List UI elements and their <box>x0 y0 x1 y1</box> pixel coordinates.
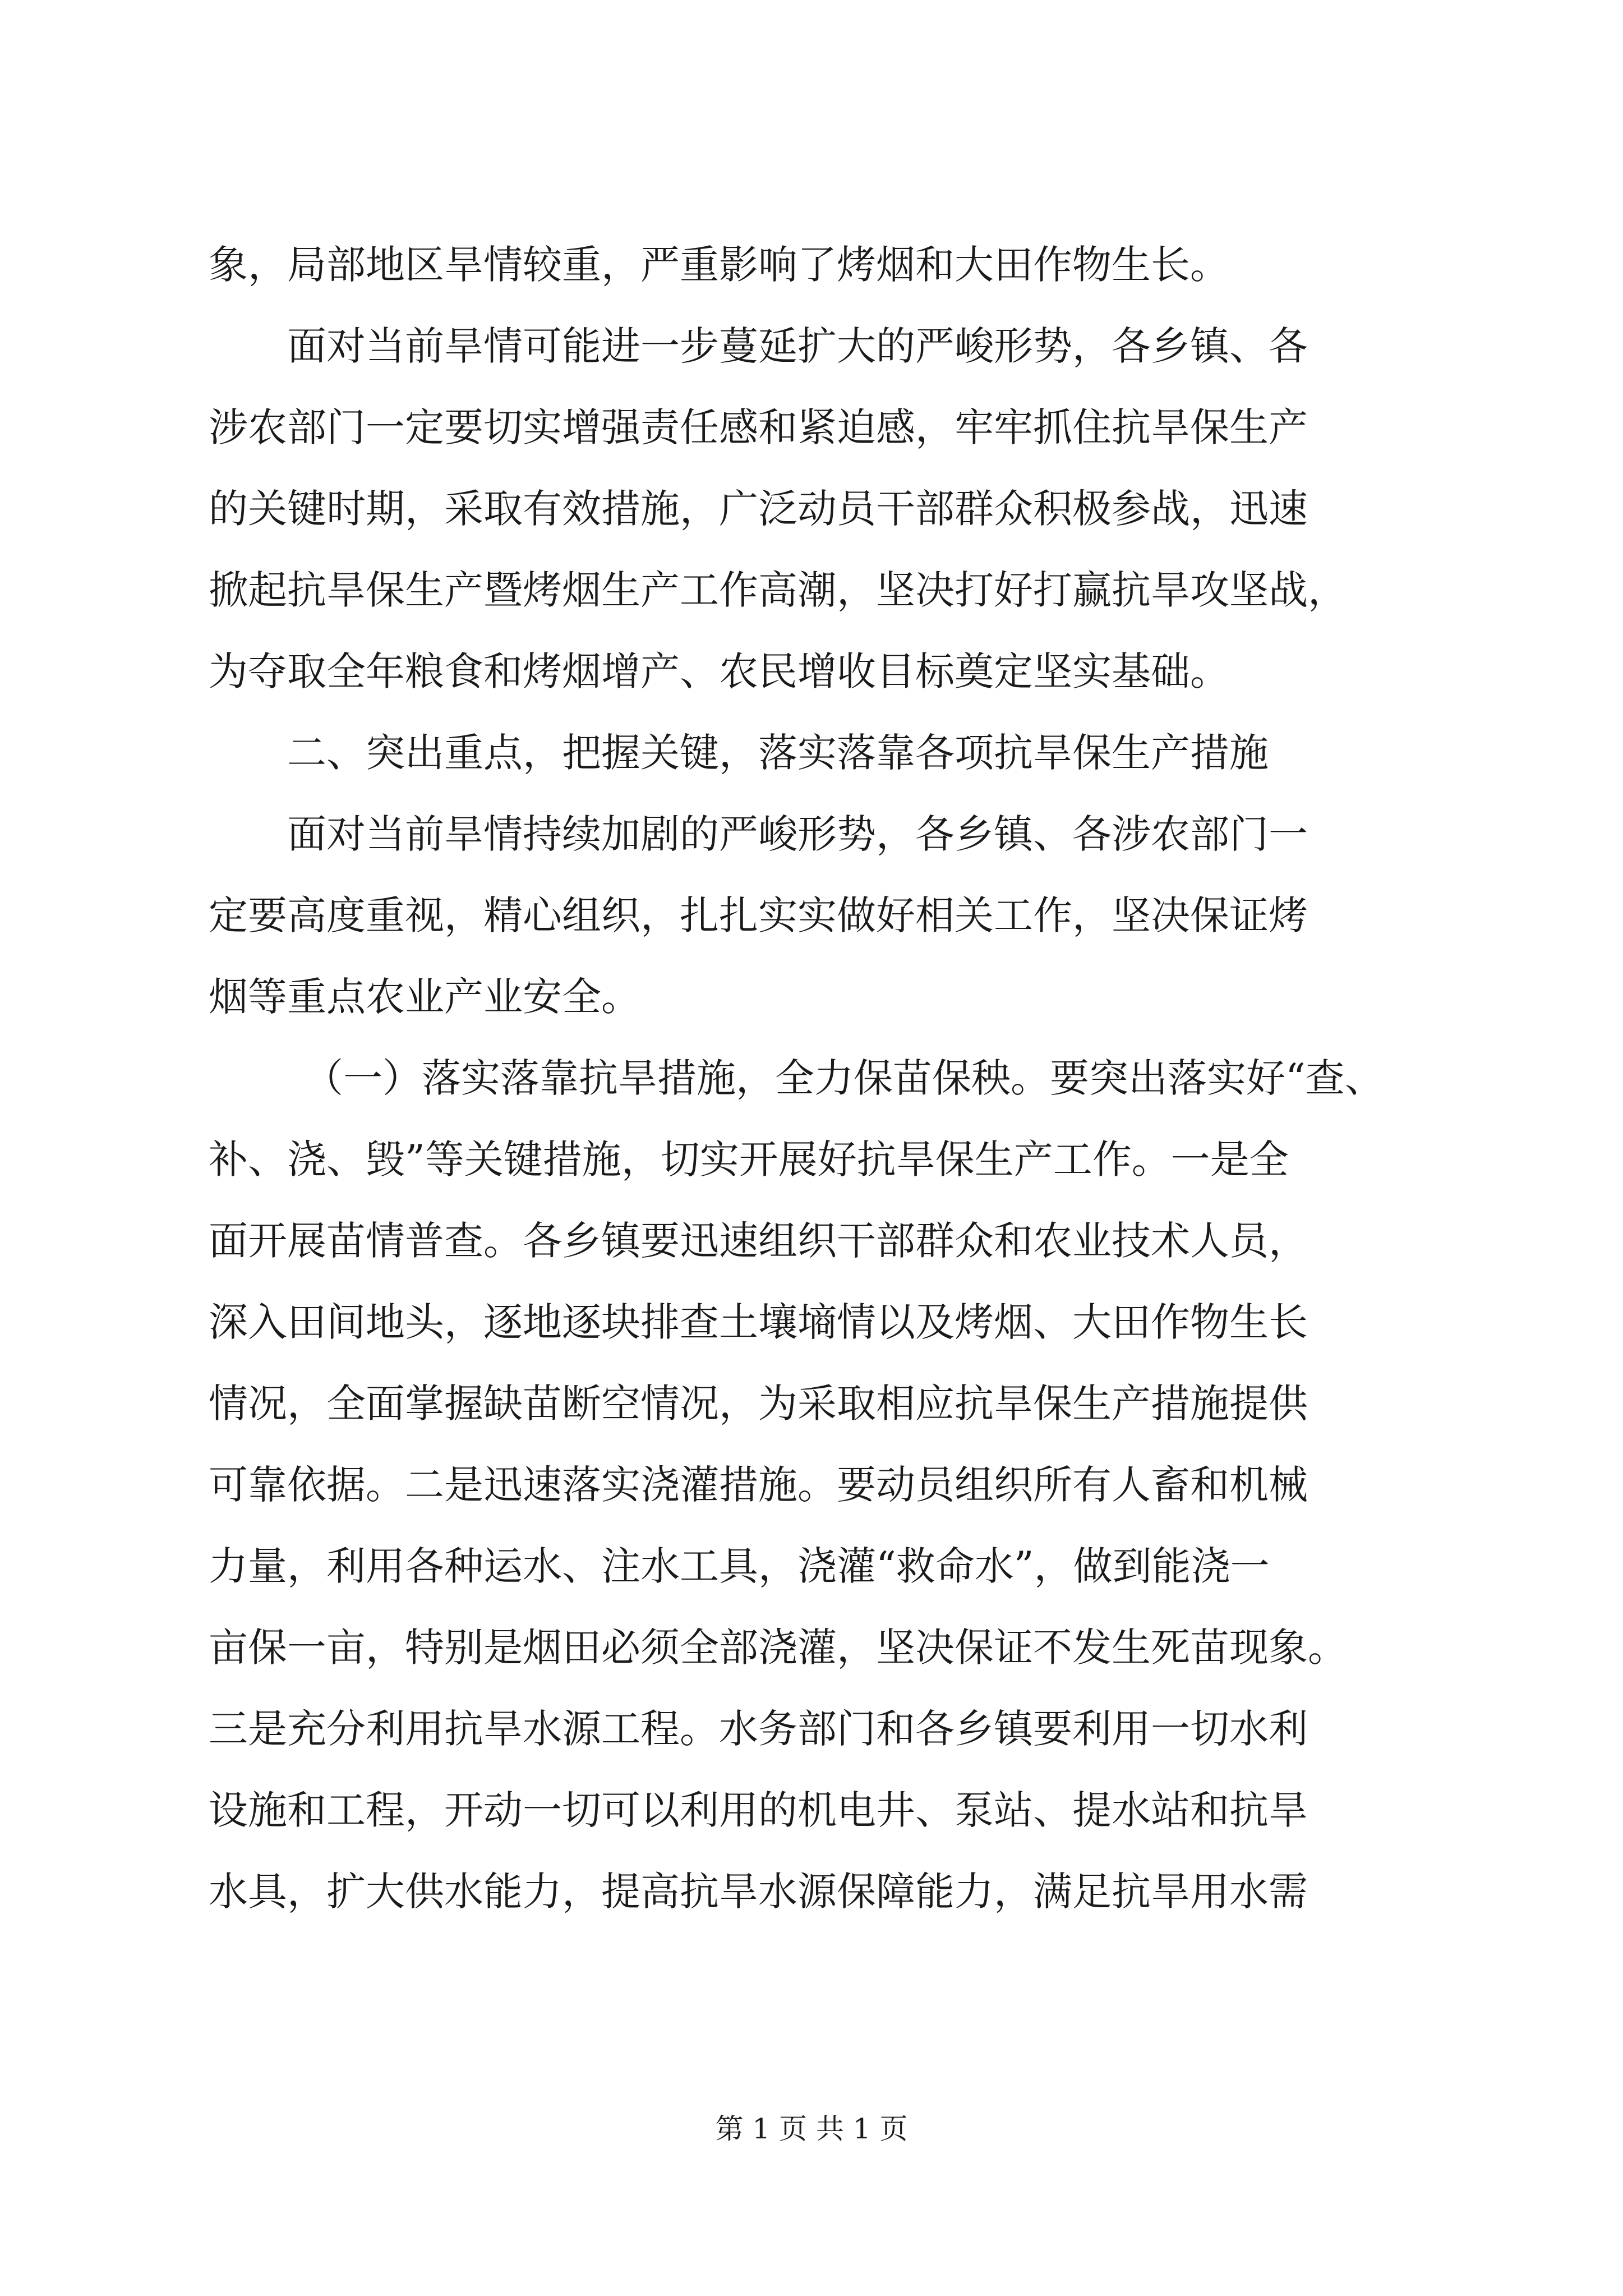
text-line: 水具，扩大供水能力，提高抗旱水源保障能力，满足抗旱用水需 <box>209 1869 1308 1915</box>
text-line: 涉农部门一定要切实增强责任感和紧迫感，牢牢抓住抗旱保生产 <box>209 404 1308 450</box>
text-line: 掀起抗旱保生产暨烤烟生产工作高潮，坚决打好打赢抗旱攻坚战， <box>209 567 1347 613</box>
text-line: 可靠依据。二是迅速落实浇灌措施。要动员组织所有人畜和机械 <box>209 1462 1308 1508</box>
text-line: 三是充分利用抗旱水源工程。水务部门和各乡镇要利用一切水利 <box>209 1706 1308 1752</box>
subsection-heading: （一）落实落靠抗旱措施，全力保苗保秧。要突出落实好“查、 <box>304 1055 1384 1101</box>
text-line: 的关键时期，采取有效措施，广泛动员干部群众积极参战，迅速 <box>209 486 1308 532</box>
section-heading: 二、突出重点，把握关键，落实落靠各项抗旱保生产措施 <box>287 730 1269 776</box>
text-line: 烟等重点农业产业安全。 <box>209 974 640 1020</box>
text-line: 补、浇、毁”等关键措施，切实开展好抗旱保生产工作。一是全 <box>209 1137 1289 1182</box>
text-line: 面开展苗情普查。各乡镇要迅速组织干部群众和农业技术人员， <box>209 1218 1308 1264</box>
text-line: 定要高度重视，精心组织，扎扎实实做好相关工作，坚决保证烤 <box>209 892 1308 938</box>
text-line: 象，局部地区旱情较重，严重影响了烤烟和大田作物生长。 <box>209 242 1229 288</box>
document-body <box>209 224 1442 1932</box>
text-line: 情况，全面掌握缺苗断空情况，为采取相应抗旱保生产措施提供 <box>209 1381 1308 1427</box>
page-footer: 第 1 页 共 1 页 <box>715 2113 908 2145</box>
text-line: 面对当前旱情可能进一步蔓延扩大的严峻形势，各乡镇、各 <box>287 323 1308 369</box>
text-line: 设施和工程，开动一切可以利用的机电井、泵站、提水站和抗旱 <box>209 1787 1308 1833</box>
text-line: 为夺取全年粮食和烤烟增产、农民增收目标奠定坚实基础。 <box>209 648 1229 694</box>
text-line: 深入田间地头，逐地逐块排查土壤墒情以及烤烟、大田作物生长 <box>209 1299 1308 1345</box>
text-line: 面对当前旱情持续加剧的严峻形势，各乡镇、各涉农部门一 <box>287 811 1308 857</box>
text-line: 力量，利用各种运水、注水工具，浇灌“救命水”，做到能浇一 <box>209 1543 1270 1589</box>
text-line: 亩保一亩，特别是烟田必须全部浇灌，坚决保证不发生死苗现象。 <box>209 1625 1347 1671</box>
